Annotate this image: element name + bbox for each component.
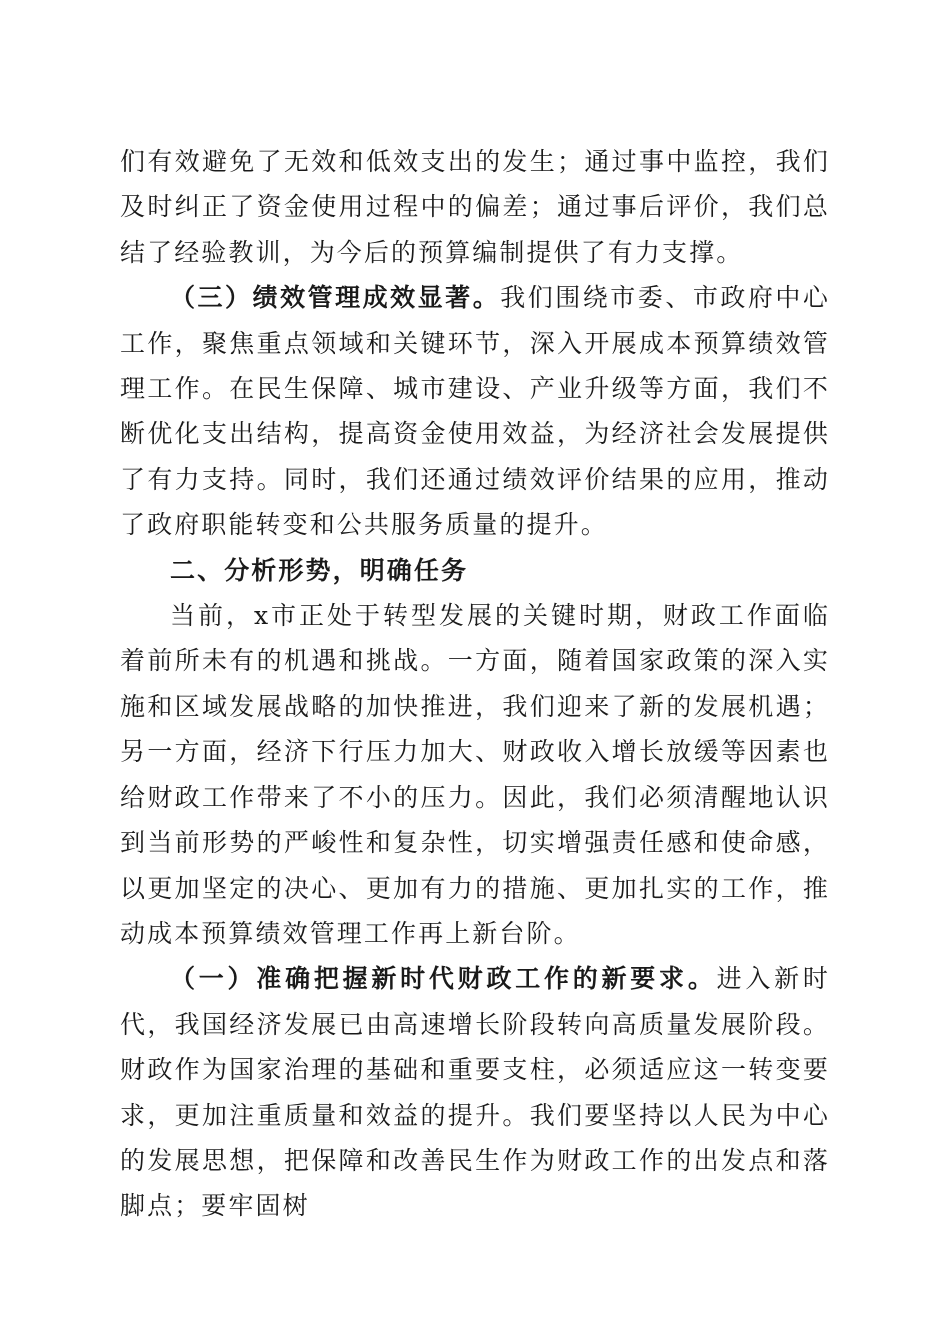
paragraph-text: 我们围绕市委、市政府中心工作，聚焦重点领域和关键环节，深入开展成本预算绩效管理工作。在民生保障、城市建设、产业升级等方面，我们不断优化支出结构，提高资金使用效益，为经济社会发展提供了有力支持。同时，我们还通过绩效评价结果的应用，推动了政府职能转变和公共服务质量的提升。 — [120, 283, 831, 540]
section-heading: 二、分析形势，明确任务 — [170, 555, 469, 585]
paragraph-lead-heading: （三）绩效管理成效显著。 — [170, 283, 501, 313]
paragraph-lead-heading: （一）准确把握新时代财政工作的新要求。 — [170, 964, 717, 994]
document-body — [120, 139, 830, 1229]
paragraph-text: 进入新时代，我国经济发展已由高速增长阶段转向高质量发展阶段。财政作为国家治理的基础和重要支柱，必须适应这一转变要求，更加注重质量和效益的提升。我们要坚持以人民为中心的发展思想，把保障和改善民生作为财政工作的出发点和落脚点；要牢固树 — [120, 964, 830, 1221]
paragraph-performance-results — [120, 275, 830, 547]
paragraph-continuation — [120, 139, 830, 275]
paragraph-new-requirements — [120, 956, 830, 1228]
paragraph-situation — [120, 593, 830, 956]
paragraph-text: 们有效避免了无效和低效支出的发生；通过事中监控，我们及时纠正了资金使用过程中的偏差；通过事后评价，我们总结了经验教训，为今后的预算编制提供了有力支撑。 — [120, 147, 830, 267]
paragraph-text: 当前，x市正处于转型发展的关键时期，财政工作面临着前所未有的机遇和挑战。一方面，随着国家政策的深入实施和区域发展战略的加快推进，我们迎来了新的发展机遇；另一方面，经济下行压力加大、财政收入增长放缓等因素也给财政工作带来了不小的压力。因此，我们必须清醒地认识到当前形势的严峻性和复杂性，切实增强责任感和使命感，以更加坚定的决心、更加有力的措施、更加扎实的工作，推动成本预算绩效管理工作再上新台阶。 — [120, 601, 830, 948]
